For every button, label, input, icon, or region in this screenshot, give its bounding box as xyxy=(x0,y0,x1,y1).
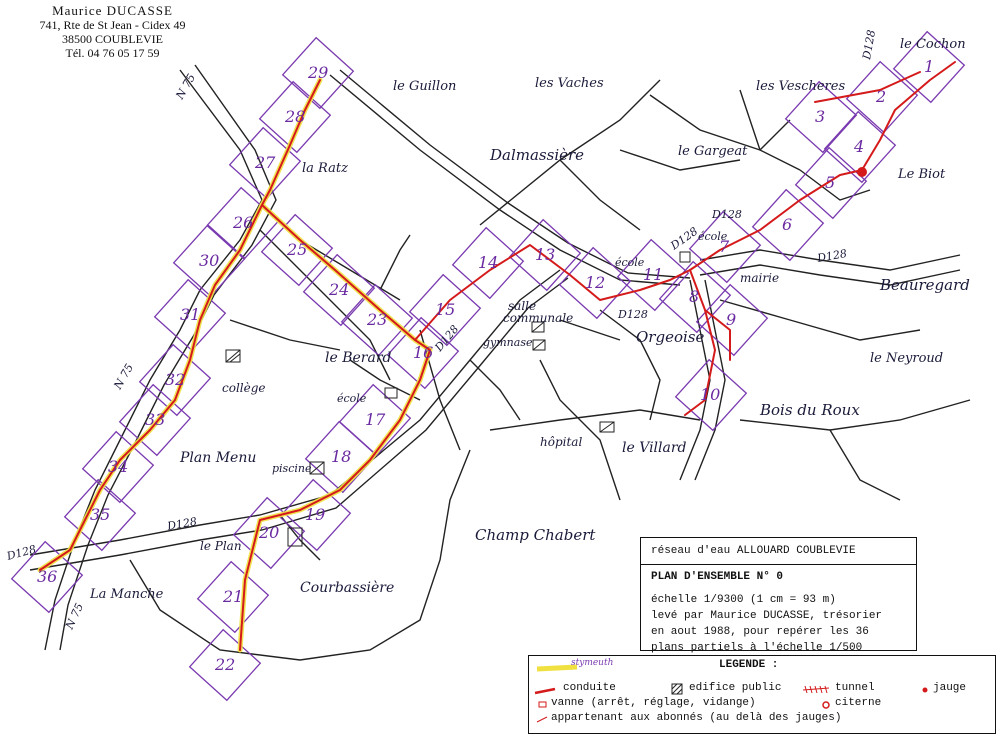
place-label: Champ Chabert xyxy=(475,526,596,544)
author-block xyxy=(30,4,195,60)
tunnel-icon xyxy=(801,684,831,694)
legend-abonnes: appartenant aux abonnés (au delà des jauges) xyxy=(551,712,842,724)
sheet-number: 1 xyxy=(924,57,935,76)
sheet-number: 31 xyxy=(180,305,201,324)
place-label: communale xyxy=(503,311,574,325)
place-label: Plan Menu xyxy=(180,450,257,466)
road-label: D128 xyxy=(166,514,198,533)
place-label: le Plan xyxy=(200,539,242,553)
place-label: hôpital xyxy=(540,435,583,449)
sheet-number: 9 xyxy=(726,310,737,329)
place-labels xyxy=(89,37,970,602)
sheet-number: 12 xyxy=(585,273,606,292)
place-label: Bois du Roux xyxy=(760,401,860,419)
legend-edifice: edifice public xyxy=(689,682,782,694)
place-label: le Cochon xyxy=(900,37,966,52)
sheet-number: 27 xyxy=(255,153,276,172)
place-label: gymnase xyxy=(483,336,533,349)
road-label: D128 xyxy=(618,308,648,321)
place-label: salle xyxy=(508,299,537,313)
sheet-number: 3 xyxy=(815,107,826,126)
sheet-number: 22 xyxy=(215,655,236,674)
plan-title: PLAN D'ENSEMBLE N° 0 xyxy=(651,571,784,583)
plan-description xyxy=(651,592,913,656)
sheet-number: 32 xyxy=(165,370,186,389)
sheet-number: 20 xyxy=(259,523,280,542)
desc-line-2: en aout 1988, pour repérer les 36 xyxy=(651,626,869,638)
sheet-number: 7 xyxy=(719,237,730,256)
legend xyxy=(528,655,996,734)
sheet-number: 15 xyxy=(435,300,456,319)
place-label: le Gargeat xyxy=(678,144,748,159)
sheet-number: 23 xyxy=(367,310,388,329)
road-label: D128 xyxy=(816,246,848,265)
building-icon xyxy=(671,683,683,695)
sheet-number: 25 xyxy=(287,240,308,259)
title-block xyxy=(640,537,917,654)
place-label: les Vescheres xyxy=(756,79,846,94)
sheet-number: 24 xyxy=(329,280,350,299)
legend-tunnel: tunnel xyxy=(835,682,875,694)
sheet-number: 4 xyxy=(854,137,865,156)
place-label: La Manche xyxy=(90,587,164,602)
road-label: D128 xyxy=(712,208,742,221)
road-label: D128 xyxy=(860,28,879,61)
legend-vanne: vanne (arrêt, réglage, vidange) xyxy=(551,697,756,709)
author-address-2: 38500 COUBLEVIE xyxy=(62,32,163,46)
sheet-number: 18 xyxy=(331,447,352,466)
conduite-swatch xyxy=(533,686,559,696)
road-label: N 75 xyxy=(111,361,137,392)
place-label: école xyxy=(615,256,645,269)
public-buildings xyxy=(226,252,690,546)
place-label: Beauregard xyxy=(880,276,970,294)
road-label: N 75 xyxy=(62,601,87,632)
sheet-number: 8 xyxy=(689,287,700,306)
place-label: le Berard xyxy=(325,350,392,366)
sheet-number: 30 xyxy=(199,251,220,270)
legend-title: LEGENDE : xyxy=(719,659,779,671)
road-label: D128 xyxy=(668,224,701,253)
author-address-1: 741, Rte de St Jean - Cidex 49 xyxy=(39,18,186,32)
sheet-number: 26 xyxy=(233,213,254,232)
sheet-number: 29 xyxy=(308,63,329,82)
vanne-icon xyxy=(537,700,549,710)
place-label: Dalmassière xyxy=(490,146,585,164)
author-phone: Tél. 04 76 05 17 59 xyxy=(65,46,160,60)
road-label: D128 xyxy=(5,542,38,563)
place-label: école xyxy=(337,392,367,405)
place-label: mairie xyxy=(740,271,780,285)
sheet-number: 5 xyxy=(825,173,836,192)
place-label: Courbassière xyxy=(300,580,395,596)
place-label: le Neyroud xyxy=(870,351,944,366)
place-label: la Ratz xyxy=(302,161,348,176)
place-label: piscine xyxy=(272,462,312,475)
place-label: le Villard xyxy=(622,440,687,456)
author-name: Maurice DUCASSE xyxy=(52,3,173,18)
legend-jauge: jauge xyxy=(933,682,967,694)
legend-citerne: citerne xyxy=(835,697,882,709)
place-label: Le Biot xyxy=(898,167,946,182)
place-label: les Vaches xyxy=(535,76,604,91)
legend-conduite: conduite xyxy=(563,682,616,694)
jauge-icon xyxy=(921,686,929,694)
sheet-number: 33 xyxy=(145,410,166,429)
desc-line-1: levé par Maurice DUCASSE, trésorier xyxy=(651,610,883,622)
sheet-number: 2 xyxy=(876,87,887,106)
legend-stymeuth: stymeuth xyxy=(571,658,614,668)
place-label: école xyxy=(698,230,728,243)
sheet-number: 28 xyxy=(285,107,306,126)
scale-text: échelle 1/9300 (1 cm = 93 m) xyxy=(651,594,836,606)
sheet-number: 13 xyxy=(535,245,556,264)
road-label: N 75 xyxy=(173,71,199,102)
place-label: le Guillon xyxy=(393,79,457,94)
sheet-number: 35 xyxy=(90,505,111,524)
desc-line-3: plans partiels à l'échelle 1/500 xyxy=(651,642,863,654)
sheet-number: 14 xyxy=(478,253,499,272)
sheet-number: 17 xyxy=(365,410,386,429)
sheet-number: 34 xyxy=(108,457,129,476)
sheet-number: 6 xyxy=(782,215,793,234)
citerne-icon xyxy=(821,700,831,710)
sheet-number: 21 xyxy=(223,587,244,606)
sheet-number: 10 xyxy=(700,385,721,404)
network-title: réseau d'eau ALLOUARD COUBLEVIE xyxy=(641,538,916,565)
sheet-number: 36 xyxy=(37,567,58,586)
place-label: Orgeoise xyxy=(636,328,705,346)
road-label: D128 xyxy=(432,322,462,354)
sheet-number: 19 xyxy=(305,505,326,524)
abonnes-swatch xyxy=(535,714,549,724)
sheet-number: 16 xyxy=(413,343,434,362)
place-label: collège xyxy=(222,381,266,395)
sheet-number: 11 xyxy=(643,265,664,284)
